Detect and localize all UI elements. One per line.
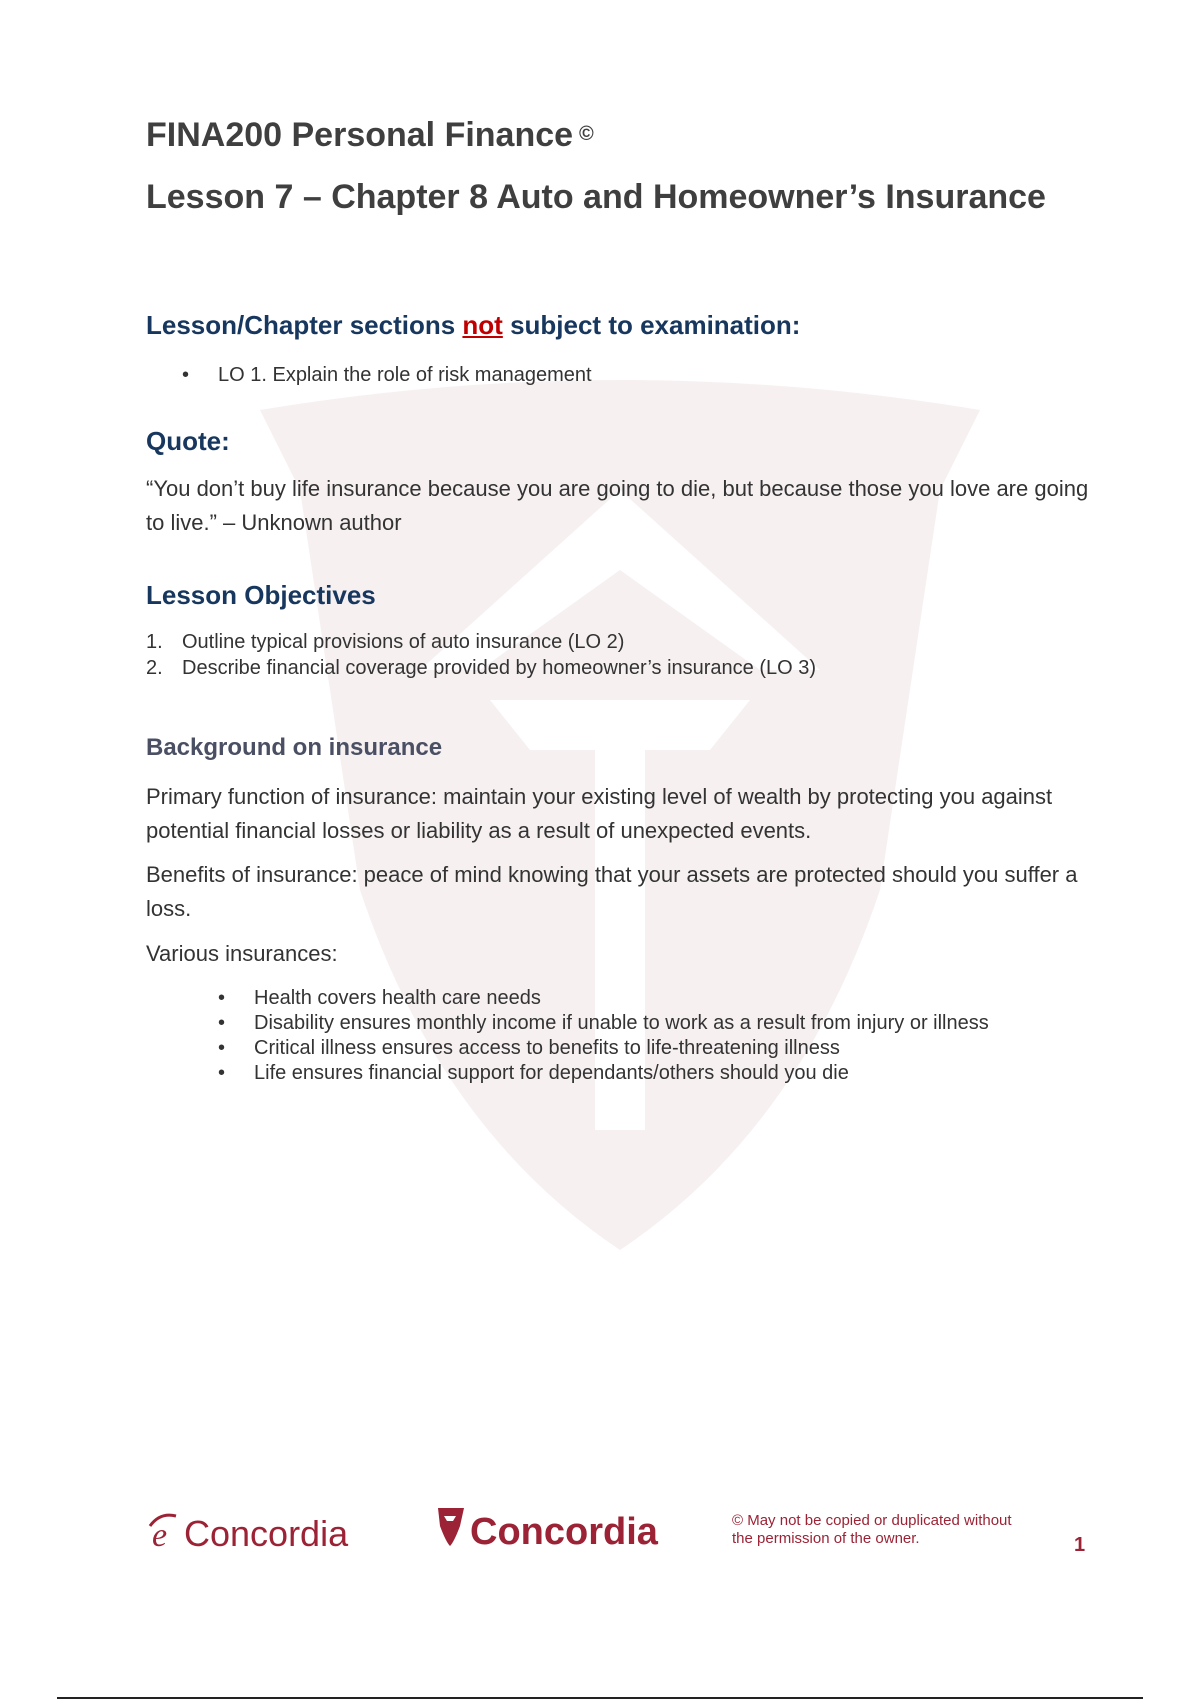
list-item: [146, 655, 816, 681]
list-item: [146, 629, 816, 655]
concordia-logo: [436, 1502, 686, 1558]
list-text: Outline typical provisions of auto insurance (LO 2): [182, 631, 625, 653]
quote-heading: Quote:: [146, 426, 230, 456]
lesson-title: Lesson 7 – Chapter 8 Auto and Homeowner’s Insurance: [146, 178, 1046, 216]
insurance-types-list: [254, 986, 989, 1086]
not-examined-heading-before: Lesson/Chapter sections: [146, 310, 463, 340]
list-item: • Life ensures financial support for dependants/others should you die: [254, 1061, 989, 1086]
background-para-1: Primary function of insurance: maintain your existing level of wealth by protecting you against potential financial losses or liability as a result of unexpected events.: [146, 784, 1053, 843]
logo1-text: Concordia: [184, 1513, 349, 1554]
page-number: 1: [1074, 1534, 1086, 1556]
bottom-rule: [57, 1697, 1143, 1699]
list-item: • LO 1. Explain the role of risk management: [218, 363, 592, 388]
list-item: • Disability ensures monthly income if unable to work as a result from injury or illness: [254, 1011, 989, 1036]
background-heading: Background on insurance: [146, 734, 443, 761]
background-para-2: Benefits of insurance: peace of mind knowing that your assets are protected should you suffer a loss.: [146, 862, 1078, 921]
logo2-text: Concordia: [470, 1511, 658, 1553]
copyright-notice: © May not be copied or duplicated without the permission of the owner.: [732, 1512, 1012, 1547]
course-title: [146, 118, 594, 152]
objectives-list: [146, 629, 816, 681]
logo1-prefix: e: [152, 1517, 168, 1554]
background-para-3: Various insurances:: [146, 941, 338, 966]
not-examined-list: [218, 363, 592, 388]
not-examined-heading-not: not: [462, 310, 503, 340]
quote-text: “You don’t buy life insurance because you are going to die, but because those you love are going to live.” – Unknown author: [146, 476, 1089, 535]
copyright-mark: ©: [579, 123, 594, 145]
page-footer: [146, 1506, 1106, 1576]
not-examined-heading-after: subject to examination:: [502, 310, 801, 340]
objectives-heading: Lesson Objectives: [146, 580, 376, 610]
course-title-text: FINA200 Personal Finance: [146, 116, 574, 154]
list-number: 2.: [146, 657, 163, 679]
list-number: 1.: [146, 631, 163, 653]
list-text: Describe financial coverage provided by homeowner’s insurance (LO 3): [182, 657, 817, 679]
list-item: • Health covers health care needs: [254, 986, 989, 1011]
econcordia-logo: [146, 1506, 396, 1556]
list-item: • Critical illness ensures access to benefits to life-threatening illness: [254, 1036, 989, 1061]
not-examined-heading: [146, 310, 800, 341]
